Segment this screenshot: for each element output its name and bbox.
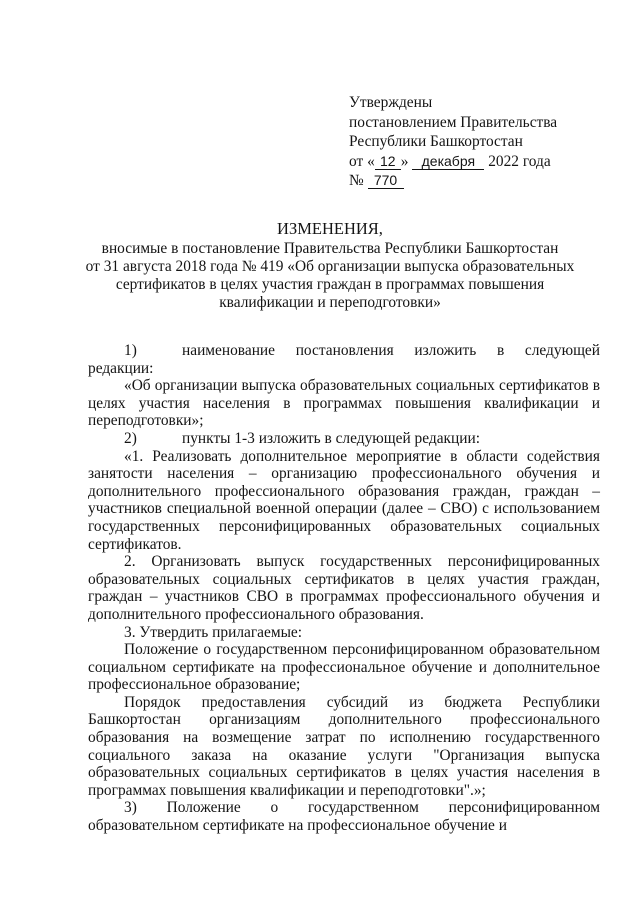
number-value: 770 xyxy=(368,173,404,189)
title-line-2: от 31 августа 2018 года № 419 «Об организации выпуска образовательных xyxy=(85,258,575,275)
item-2-point-3b: Порядок предоставления субсидий из бюджета Республики Башкортостан организациям дополнительного профессионального образования на возмещение затрат по исполнению государственного социального заказа на оказание услуги "Организация выпуска образовательных социальных сертификатов в целях участия населения в программах повышения квалификации и переподготовки".»; xyxy=(88,693,600,799)
item-1 xyxy=(88,342,600,377)
item-2-text: пункты 1-3 изложить в следующей редакции: xyxy=(182,429,480,447)
document-title xyxy=(60,220,600,312)
item-1-text: наименование постановления изложить в следующей редакции: xyxy=(88,342,600,377)
approval-line-3: Республики Башкортостан xyxy=(349,133,523,150)
title-line-1: вносимые в постановление Правительства Республики Башкортостан xyxy=(101,240,559,257)
title-heading: ИЗМЕНЕНИЯ, xyxy=(277,219,383,238)
item-2-number: 2) xyxy=(124,429,137,447)
approval-number xyxy=(349,172,619,192)
item-2 xyxy=(88,430,600,448)
item-2-point-1: «1. Реализовать дополнительное мероприятие в области содействия занятости населения – организацию профессионального обучения и дополнительного профессионального образования граждан, граждан – участников специальной военной операции (далее – СВО) с использованием государственных персонифицированных образовательных социальных сертификатов. xyxy=(88,447,600,553)
title-line-4: квалификации и переподготовки» xyxy=(219,294,441,311)
item-2-point-2: 2. Организовать выпуск государственных персонифицированных образовательных социальных сертификатов в целях участия граждан, граждан – участников СВО в программах профессионального обучения и дополнительного профессионального образования. xyxy=(88,553,600,623)
title-line-3: сертификатов в целях участия граждан в программах повышения xyxy=(115,276,545,293)
date-mid: » xyxy=(400,152,409,170)
date-prefix: от « xyxy=(349,152,375,170)
date-day: 12 xyxy=(375,154,401,170)
approval-stamp xyxy=(349,94,619,192)
approval-date xyxy=(349,153,619,173)
item-3: 3) Положение о государственном персонифицированном образовательном сертификате на профессиональное обучение и xyxy=(88,799,600,835)
date-year: 2022 года xyxy=(488,152,551,170)
item-1-quote: «Об организации выпуска образовательных социальных сертификатов в целях участия населения в программах повышения квалификации и переподготовки»; xyxy=(88,377,600,430)
approval-line-1: Утверждены xyxy=(349,94,433,111)
approval-line-2: постановлением Правительства xyxy=(349,113,558,131)
document-body xyxy=(88,342,600,835)
date-month: декабря xyxy=(412,154,484,170)
item-1-number: 1) xyxy=(124,342,137,359)
item-2-point-3a: Положение о государственном персонифицированном образовательном социальном сертификате на профессиональное обучение и дополнительное профессиональное образование; xyxy=(88,641,600,694)
number-prefix: № xyxy=(349,172,364,189)
item-2-point-3: 3. Утвердить прилагаемые: xyxy=(124,623,303,641)
